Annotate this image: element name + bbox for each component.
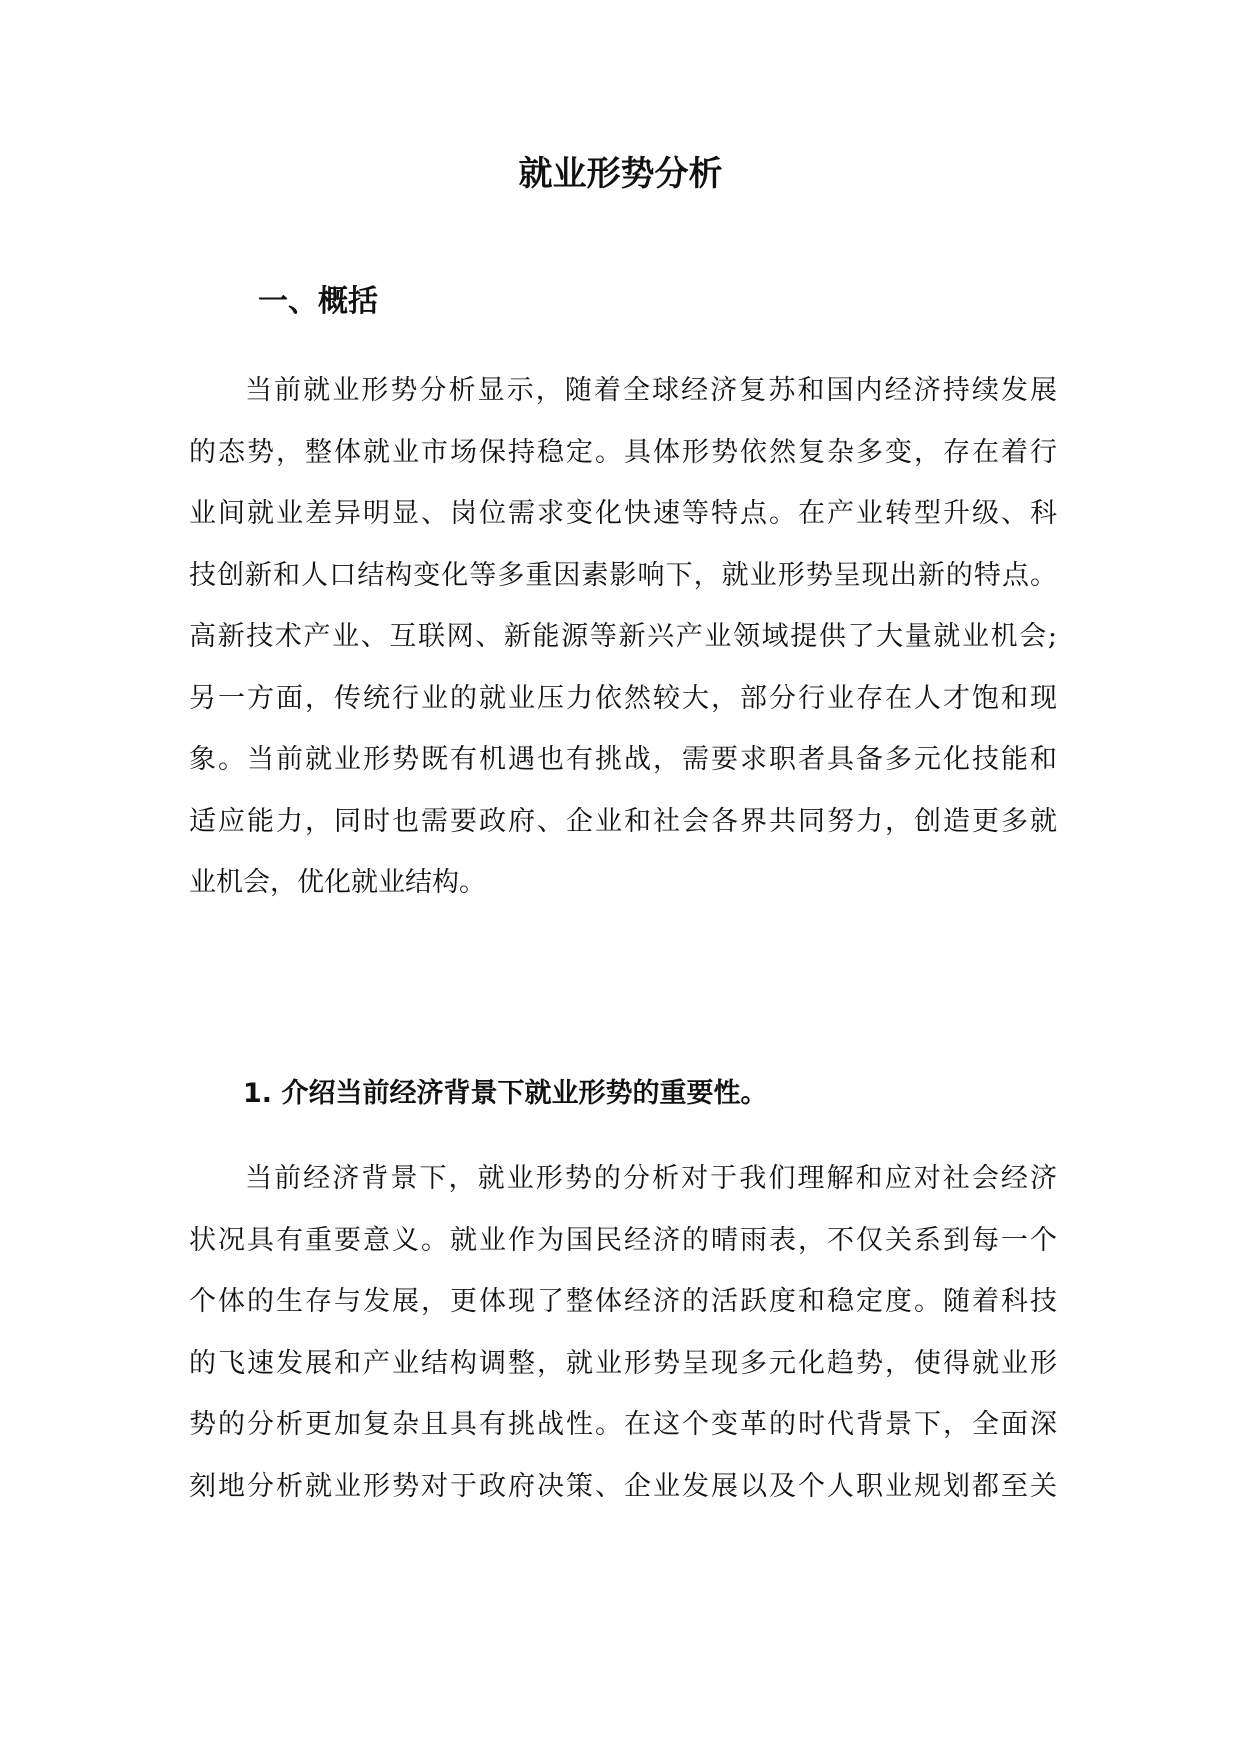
paragraph-line: 适应能力，同时也需要政府、企业和社会各界共同努力，创造更多就 <box>189 805 1057 837</box>
paragraph-line: 业间就业差异明显、岗位需求变化快速等特点。在产业转型升级、科 <box>189 498 1057 529</box>
paragraph-line: 的飞速发展和产业结构调整，就业形势呈现多元化趋势，使得就业形 <box>189 1347 1057 1379</box>
overview-paragraph <box>189 360 1057 914</box>
paragraph-line: 势的分析更加复杂且具有挑战性。在这个变革的时代背景下，全面深 <box>189 1409 1057 1440</box>
paragraph-line: 刻地分析就业形势对于政府决策、企业发展以及个人职业规划都至关 <box>189 1470 1057 1502</box>
document-title: 就业形势分析 <box>518 154 723 194</box>
paragraph-line: 业机会，优化就业结构。 <box>189 867 486 898</box>
paragraph-line: 高新技术产业、互联网、新能源等新兴产业领域提供了大量就业机会; <box>189 621 1057 652</box>
subheading-importance: 1. 介绍当前经济背景下就业形势的重要性。 <box>243 1078 768 1109</box>
paragraph-line: 的态势，整体就业市场保持稳定。具体形势依然复杂多变，存在着行 <box>189 436 1057 468</box>
paragraph-line: 当前经济背景下，就业形势的分析对于我们理解和应对社会经济 <box>245 1163 1057 1194</box>
paragraph-line: 个体的生存与发展，更体现了整体经济的活跃度和稳定度。随着科技 <box>189 1286 1057 1317</box>
section-heading-overview: 一、概括 <box>258 284 378 319</box>
importance-paragraph <box>189 1148 1057 1517</box>
paragraph-line: 状况具有重要意义。就业作为国民经济的晴雨表，不仅关系到每一个 <box>189 1224 1057 1256</box>
paragraph-line: 技创新和人口结构变化等多重因素影响下，就业形势呈现出新的特点。 <box>189 559 1057 591</box>
paragraph-line: 另一方面，传统行业的就业压力依然较大，部分行业存在人才饱和现 <box>189 682 1057 714</box>
paragraph-line: 象。当前就业形势既有机遇也有挑战，需要求职者具备多元化技能和 <box>189 744 1057 775</box>
paragraph-line: 当前就业形势分析显示，随着全球经济复苏和国内经济持续发展 <box>245 375 1057 406</box>
